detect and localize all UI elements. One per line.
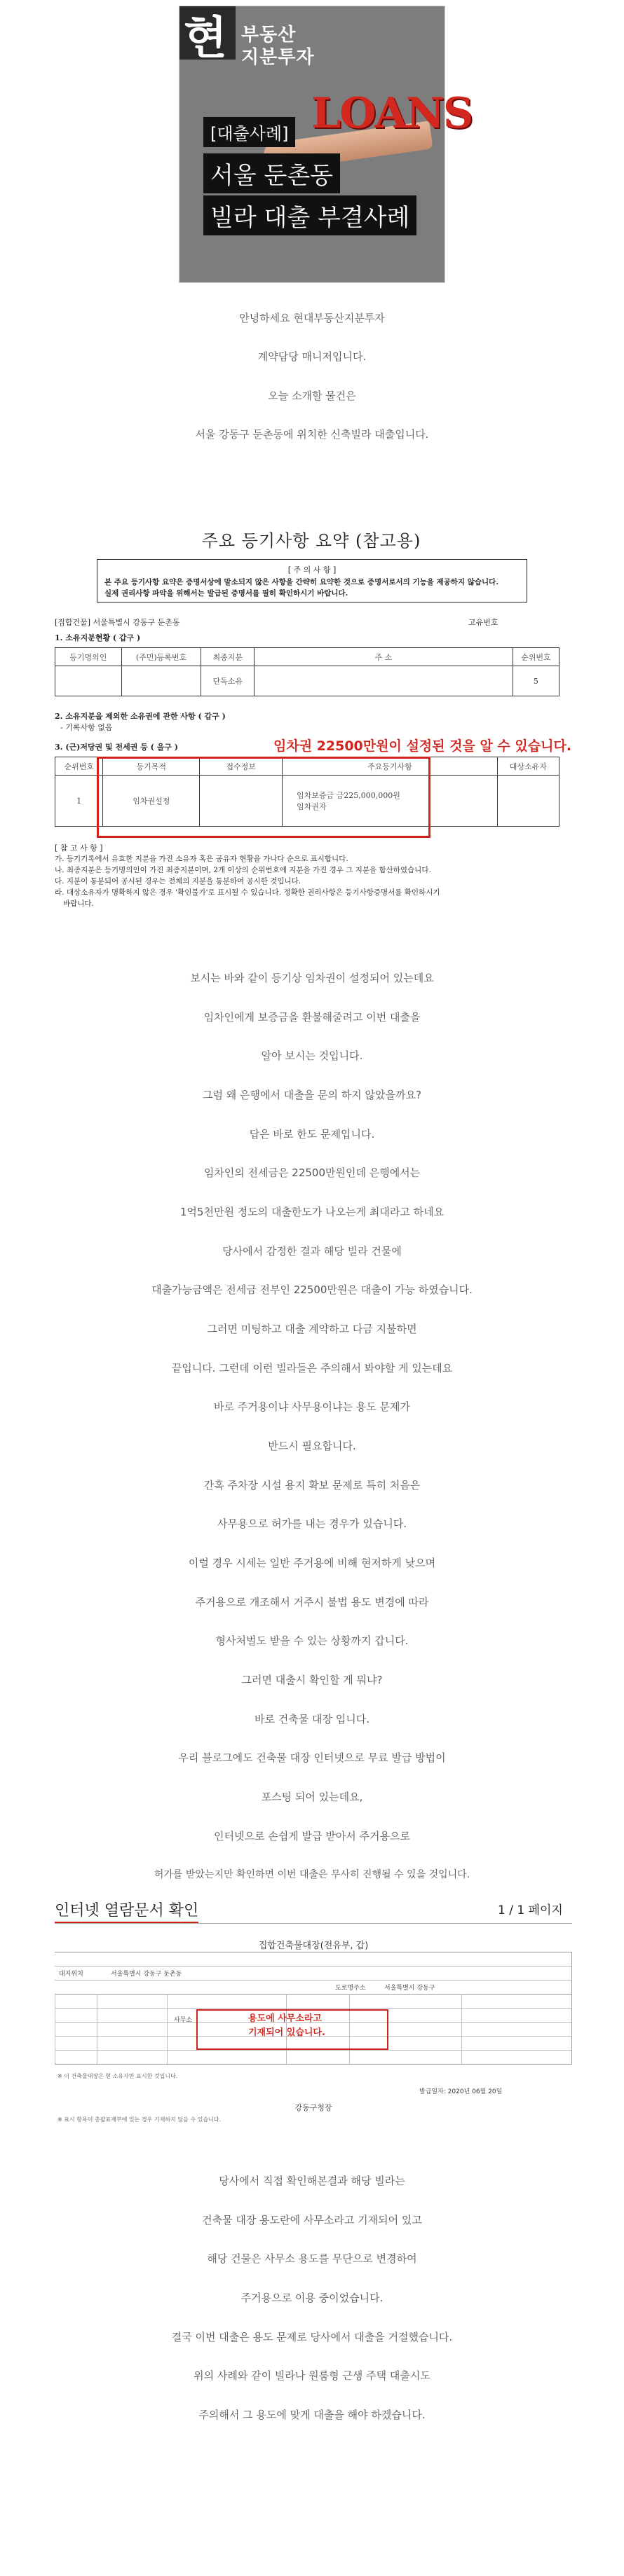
property-address: [집합건물] 서울특별시 강동구 둔촌동 [55,618,180,627]
body-line: 그러면 미팅하고 대출 계약하고 다금 지불하면 [207,1323,417,1335]
hero-title-line2: 빌라 대출 부결사례 [203,195,416,235]
use-value: 사무소 [174,2017,193,2024]
table-cell: 임차권설정 [103,776,200,827]
intro-line: 안녕하세요 현대부동산지분투자 [239,312,385,324]
intro-line: 계약담당 매니저입니다. [257,350,367,363]
body-line: 임차인의 전세금은 22500만원인데 은행에서는 [203,1166,421,1179]
section3-title: 3. (근)저당권 및 전세권 등 ( 을구 ) [55,743,178,752]
table-header: 등기명의인 [55,648,122,666]
unique-number-label: 고유번호 [468,618,498,627]
page-indicator: 1 / 1 페이지 [498,1903,563,1917]
intro-line: 오늘 소개할 물건은 [268,390,356,402]
section1-title: 1. 소유지분현황 ( 갑구 ) [55,633,141,642]
body-line: 대출가능금액은 전세금 전부인 22500만원은 대출이 가능 하였습니다. [151,1283,473,1296]
body-line: 1억5천만원 정도의 대출한도가 나오는게 최대라고 하네요 [179,1206,445,1218]
lease-annotation: 임차권 22500만원이 설정된 것을 알 수 있습니다. [273,738,572,754]
table-header: 주요등기사항 [283,757,498,776]
use-annotation [248,2012,325,2040]
issue-date: 발급일자: 2020년 06월 20일 [419,2088,503,2095]
section2-title: 2. 소유지분을 제외한 소유권에 관한 사항 ( 갑구 ) [55,712,226,721]
body-line: 그러면 대출시 확인할 게 뭐냐? [241,1674,383,1686]
internet-document-label: 인터넷 열람문서 확인 [55,1899,198,1924]
notice-header: [ 주 의 사 항 ] [287,565,337,574]
body-line: 이럴 경우 시세는 일반 주거용에 비해 현저하게 낮으며 [188,1557,436,1569]
issuer: 강동구청장 [294,2103,332,2112]
logo-text-line1: 부동산 [241,25,297,46]
address-label: 대지위치 [59,1971,83,1978]
table-cell [497,776,559,827]
loans-wordmark: LOANS [311,89,473,138]
body-line: 임차인에게 보증금을 환불해줄려고 이번 대출을 [203,1011,421,1024]
body-line: 반드시 필요합니다. [268,1440,356,1452]
body-line: 형사처벌도 받을 수 있는 상황까지 갑니다. [215,1634,409,1647]
hero-banner [179,6,473,283]
body-line: 당사에서 직접 확인해본결과 해당 빌라는 [219,2175,405,2187]
body-line: 알아 보시는 것입니다. [261,1049,363,1062]
body-line: 포스팅 되어 있는데요, [261,1791,363,1803]
hero-title-line1: 서울 둔촌동 [203,153,340,193]
table-cell: 5 [513,666,559,696]
use-annotation-line: 기재되어 있습니다. [248,2027,325,2038]
road-address-label: 도로명주소 [335,1985,366,1992]
body-line: 바로 건축물 대장 입니다. [255,1713,369,1726]
form-rule [55,2050,572,2051]
body-line: 바로 주거용이냐 사무용이냐는 용도 문제가 [214,1400,410,1413]
body-line: 우리 블로그에도 건축물 대장 인터넷으로 무료 발급 방법이 [178,1751,446,1764]
notice-line: 실제 권리사항 파악을 위해서는 발급된 증명서를 필히 확인하시기 바랍니다. [104,589,348,598]
lease-holder: 임차권자 [297,802,327,811]
body-line: 건축물 대장 용도란에 사무소라고 기재되어 있고 [202,2214,422,2226]
form-rule [55,1966,572,1967]
body-line: 간혹 주차장 시설 용지 확보 문제로 특히 처음은 [203,1479,421,1492]
form-rule [55,1994,572,1995]
notice-box [97,559,527,602]
body-line: 사무용으로 허가를 내는 경우가 있습니다. [217,1517,407,1530]
body-line: 당사에서 감정한 결과 해당 빌라 건물에 [222,1245,402,1258]
form-rule [55,1980,572,1981]
form-rule [55,2008,572,2009]
document-title: 주요 등기사항 요약 (참고용) [201,531,421,551]
table-header: 대상소유자 [497,757,559,776]
table-header: 접수정보 [200,757,283,776]
form-rule [55,2064,572,2065]
table-header: 순위번호 [55,757,103,776]
table-header: 주 소 [255,648,513,666]
body-line: 주의해서 그 용도에 맞게 대출을 해야 하겠습니다. [198,2409,426,2421]
body-line: 그럼 왜 은행에서 대출을 문의 하지 않았을까요? [203,1089,421,1101]
reference-line: 다. 지분이 통분되어 공시된 경우는 전체의 지분을 통분하여 공시한 것입니다. [55,877,301,886]
table-header: 최종지분 [201,648,255,666]
table-cell [255,666,513,696]
reference-notes [55,853,440,909]
section2-body: - 기록사항 없음 [60,723,113,732]
reference-line: 바랍니다. [63,900,94,908]
body-line: 답은 바로 한도 문제입니다. [249,1128,375,1141]
body-line: 끝입니다. 그런데 이런 빌라들은 주의해서 봐야할 게 있는데요 [171,1362,453,1375]
register-footnote: ※ 표시 항목이 총괄표제부에 있는 경우 기재하지 않을 수 있습니다. [57,2116,222,2123]
highlight-box [97,757,430,838]
logo-mark: 현 [184,12,227,64]
address-value: 서울특별시 강동구 둔촌동 [111,1971,182,1978]
body-line: 주거용으로 이용 중이었습니다. [240,2292,384,2304]
reference-line: 나. 최종지분은 등기명의인이 가진 최종지분이며, 2개 이상의 순위번호에 지분을 가진 경우 그 지분을 합산하였습니다. [55,866,431,874]
road-address-value: 서울특별시 강동구 [384,1985,435,1992]
notice-line: 본 주요 등기사항 요약은 증명서상에 말소되지 않은 사항을 간략히 요약한 것으로 증명서로서의 기능을 제공하지 않습니다. [104,578,498,586]
form-rule [461,1994,462,2064]
register-title: 집합건축물대장(전유부, 갑) [258,1941,369,1951]
use-annotation-line: 용도에 사무소라고 [248,2013,322,2024]
reference-line: 라. 대상소유자가 명확하지 않은 경우 '확인불가'로 표시될 수 있습니다. 정확한 권리사항은 등기사항증명서를 확인하시기 [55,888,440,897]
form-rule [167,1994,168,2064]
lease-deposit: 임차보증금 금225,000,000원 [297,791,400,800]
table-cell: 1 [55,776,103,827]
table-header: 순위번호 [513,648,559,666]
body-line: 위의 사례와 같이 빌라나 원룸형 근생 주택 대출시도 [194,2369,430,2382]
reference-line: 가. 등기기록에서 유효한 지분을 가진 소유자 혹은 공유자 현황을 가나다 순으로 표시합니다. [55,855,348,863]
body-line: 허가를 받았는지만 확인하면 이번 대출은 무사히 진행될 수 있을 것입니다. [154,1869,470,1880]
ownership-table [55,647,559,696]
hero-tag: [대출사례] [203,117,295,147]
body-line: 주거용으로 개조해서 거주시 불법 용도 변경에 따라 [195,1596,429,1609]
table-cell [55,666,122,696]
body-line: 보시는 바와 같이 등기상 임차권이 설정되어 있는데요 [190,972,434,984]
body-line: 해당 건물은 사무소 용도를 무단으로 변경하여 [207,2252,417,2265]
table-header: (주민)등록번호 [121,648,201,666]
register-footnote: ※ 이 건축물대장은 현 소유자만 표시한 것입니다. [57,2073,178,2079]
logo-text-line2: 지분투자 [241,47,315,68]
intro-line: 서울 강동구 둔촌동에 위치한 신축빌라 대출입니다. [195,428,429,441]
table-cell: 단독소유 [201,666,255,696]
form-rule [571,1952,572,2064]
body-line: 인터넷으로 손쉽게 발급 받아서 주거용으로 [214,1830,410,1843]
table-header: 등기목적 [103,757,200,776]
table-cell [121,666,201,696]
body-line: 결국 이번 대출은 용도 문제로 당사에서 대출을 거절했습니다. [171,2331,453,2343]
reference-title: [ 참 고 사 항 ] [55,843,103,853]
